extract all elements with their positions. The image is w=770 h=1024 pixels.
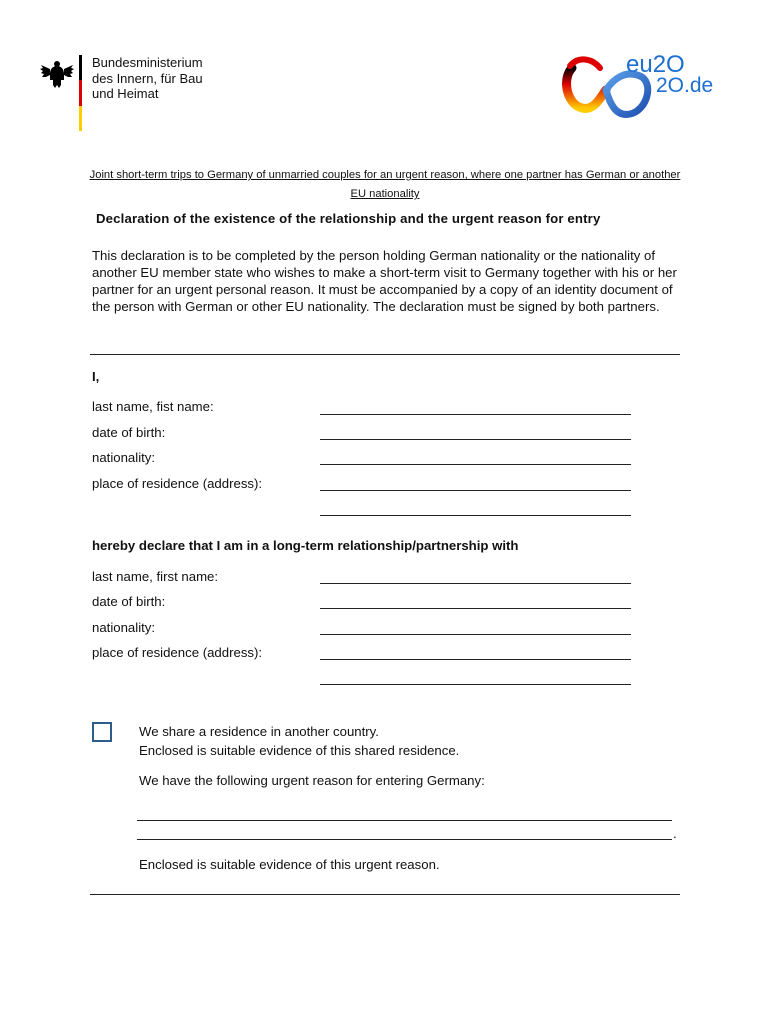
field-label-partner-name: last name, first name: (92, 569, 219, 584)
declarant-residence-line[interactable] (320, 490, 631, 491)
ministry-line: und Heimat (92, 86, 159, 101)
field-label-partner-birth: date of birth: (92, 594, 166, 609)
field-label-declarant-name: last name, fist name: (92, 399, 214, 414)
federal-eagle-icon (40, 58, 74, 92)
urgent-reason-period: . (673, 826, 677, 841)
document-subtitle: Joint short-term trips to Germany of unmarried couples for an urgent reason, where one partner has German or another EU nationality (89, 169, 681, 200)
partner-birth-line[interactable] (320, 608, 631, 609)
declarant-residence-line-2[interactable] (320, 515, 631, 516)
partner-residence-line-2[interactable] (320, 684, 631, 685)
declarant-intro: I, (92, 369, 100, 384)
german-flag-bar (79, 55, 82, 131)
field-label-declarant-birth: date of birth: (92, 425, 166, 440)
urgent-reason-line-2[interactable] (137, 839, 672, 840)
shared-residence-checkbox[interactable] (92, 722, 112, 742)
urgent-reason-line-1[interactable] (137, 820, 672, 821)
urgent-reason-evidence: Enclosed is suitable evidence of this urgent reason. (139, 857, 440, 872)
declarant-birth-line[interactable] (320, 439, 631, 440)
partner-residence-line[interactable] (320, 659, 631, 660)
eu2020-logo (560, 48, 720, 126)
declaration-statement: hereby declare that I am in a long-term relationship/partnership with (92, 538, 519, 553)
partner-nationality-line[interactable] (320, 634, 631, 635)
urgent-reason-prompt: We have the following urgent reason for entering Germany: (139, 773, 485, 788)
declarant-name-line[interactable] (320, 414, 631, 415)
ministry-line: des Innern, für Bau (92, 70, 203, 86)
ministry-line: Bundesministerium (92, 55, 203, 70)
shared-residence-line2: Enclosed is suitable evidence of this shared residence. (139, 743, 460, 758)
field-label-partner-nationality: nationality: (92, 620, 156, 635)
shared-residence-line1: We share a residence in another country. (139, 724, 379, 739)
field-label-partner-residence: place of residence (address): (92, 645, 263, 660)
declarant-nationality-line[interactable] (320, 464, 631, 465)
field-label-declarant-residence: place of residence (address): (92, 476, 263, 491)
section-divider (90, 354, 680, 355)
ministry-name (92, 55, 203, 102)
eu-logo-text-line1: eu2O (626, 51, 685, 78)
document-heading: Declaration of the existence of the relationship and the urgent reason for entry (96, 211, 601, 226)
bottom-divider (90, 894, 680, 895)
field-label-declarant-nationality: nationality: (92, 450, 156, 465)
intro-paragraph: This declaration is to be completed by the person holding German nationality or the nationality of another EU member state who wishes to make a short-term visit to Germany together with his or her partner for an urgent personal reason. It must be accompanied by a copy of an identity document of the person with German or other EU nationality. The declaration must be signed by both partners. (92, 248, 677, 314)
partner-name-line[interactable] (320, 583, 631, 584)
eu-logo-text-line2: 2O.de (656, 74, 714, 97)
